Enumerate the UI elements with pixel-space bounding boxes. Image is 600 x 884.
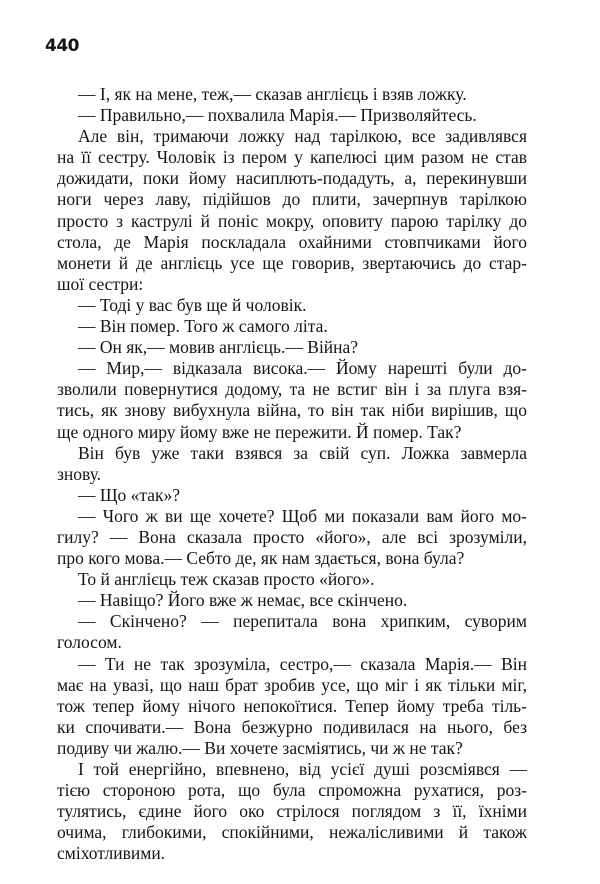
paragraph [57,611,527,653]
paragraph [57,105,527,126]
paragraph [57,295,527,316]
text-line: — Навіщо? Його вже ж немає, все скінчено. [78,590,408,611]
paragraph [57,316,527,337]
text-line: тож тепер йому нічого непокоїтися. Тепер йому треба тіль- [57,695,527,716]
paragraph [57,759,527,864]
text-line: Але він, тримаючи ложку над тарілкою, все задивлявся [78,126,527,147]
text-line: очима, глибокими, спокійними, нежалісливими й також [57,822,527,843]
paragraph [57,358,527,442]
text-line: — Скінчено? — перепитала вона хрипким, суворим [78,611,527,632]
text-line: — Правильно,— похвалила Марія.— Призволяйтесь. [78,105,477,126]
text-line: — І, як на мене, теж,— сказав англієць і взяв ложку. [78,84,467,104]
text-line: монети й де англієць усе ще говорив, звертаючись до стар- [57,252,527,273]
text-line: подиву чи жалю.— Ви хочете засміятись, чи ж не так? [57,737,463,758]
paragraph [57,506,527,569]
text-line: — Чого ж ви ще хочете? Щоб ми показали вам його мо- [78,505,527,526]
text-line: сміхотливими. [57,843,166,864]
text-line: — Ти не так зрозуміла, сестро,— сказала Марія.— Він [78,653,527,674]
text-line: зволили повернутися додому, та не встиг він і за плуга взя- [57,379,527,400]
text-line: — Тоді у вас був ще й чоловік. [78,294,307,315]
page-number: 440 [45,36,79,56]
text-line: — Мир,— відказала висока.— Йому нарешті були до- [78,358,527,379]
text-line: То й англієць теж сказав просто «його». [78,569,375,590]
paragraph [57,337,527,358]
text-line: тулятись, єдине його око стрілося поглядом з її, їхніми [57,801,527,822]
text-line: знову. [57,463,102,484]
text-line: ноги через лаву, підійшов до плити, зачерпнув тарілкою [57,189,527,210]
text-line: І той енергійно, впевнено, від усієї душі розсміявся — [78,759,527,779]
text-line: дожидати, поки йому насиплють-подадуть, а, перекинувши [57,168,527,189]
text-line: стола, де Марія поскладала охайними стовпчиками його [57,231,527,252]
paragraph [57,590,527,611]
text-line: — Він помер. Того ж самого літа. [78,316,328,337]
text-line: голосом. [57,632,122,653]
paragraph [57,126,527,295]
body-text [57,84,527,864]
paragraph [57,569,527,590]
text-line: про кого мова.— Себто де, як нам здається, вона була? [57,548,465,569]
text-line: має на увазі, що наш брат зробив усе, що міг і як тільки міг, [57,674,527,695]
paragraph [57,443,527,485]
text-line: шої сестри: [57,273,144,294]
text-line: — Що «так»? [78,484,181,505]
text-line: на її сестру. Чоловік із пером у капелюсі цим разом не став [57,147,527,168]
paragraph [57,654,527,759]
text-line: тись, як знову вибухнула війна, то він так ніби вирішив, що [57,400,527,421]
text-line: — Он як,— мовив англієць.— Війна? [78,337,359,358]
text-line: ки спочивати.— Вона безжурно подивилася на нього, без [57,716,527,737]
text-line: тією стороною рота, що була спроможна рухатися, роз- [57,780,527,801]
paragraph [57,84,527,105]
text-line: ще одного миру йому вже не пережити. Й помер. Так? [57,421,462,442]
text-line: Він був уже таки взявся за свій суп. Ложка завмерла [78,442,527,463]
text-line: просто з каструлі й поніс мокру, оповиту парою тарілку до [57,210,527,231]
paragraph [57,485,527,506]
text-line: гилу? — Вона сказала просто «його», але всі зрозуміли, [57,526,527,547]
